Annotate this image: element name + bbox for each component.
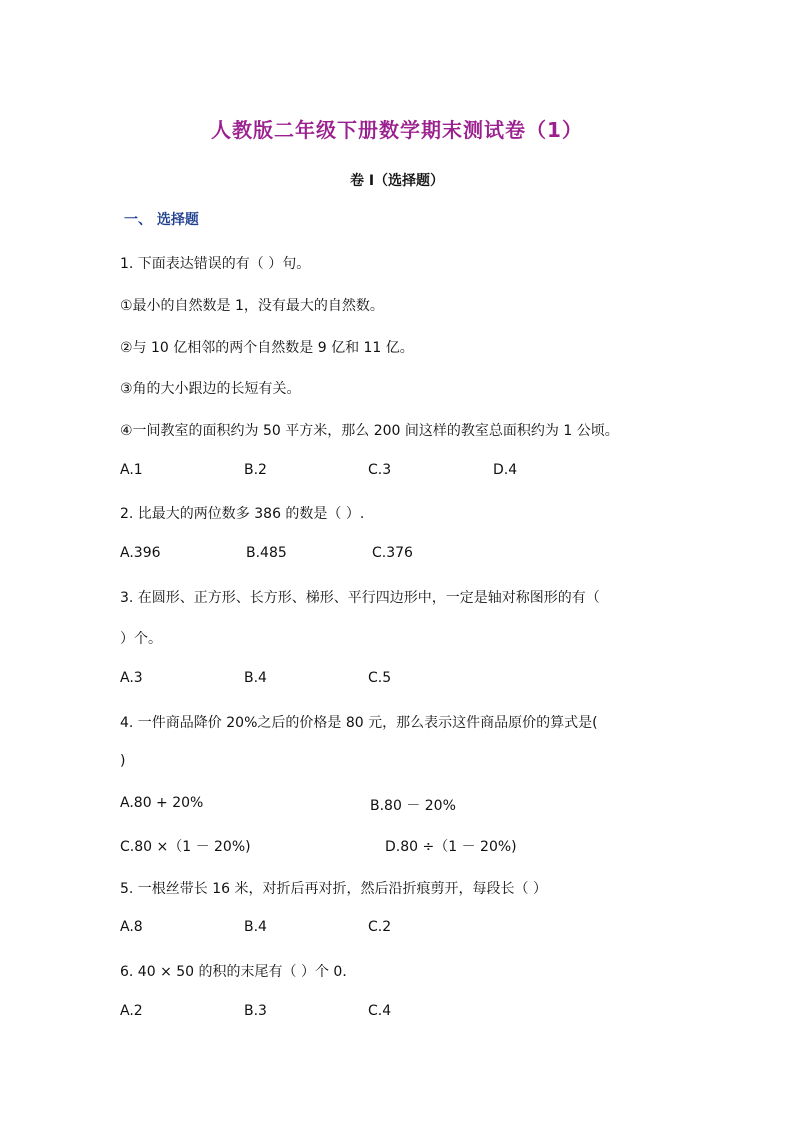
question-1-stem: 1. 下面表达错误的有（ ）句。: [120, 256, 311, 272]
question-2-option-a: A.396: [120, 545, 161, 561]
question-1-statement-2: ②与 10 亿相邻的两个自然数是 9 亿和 11 亿。: [120, 340, 414, 356]
document-title: 人教版二年级下册数学期末测试卷（1）: [211, 118, 583, 142]
question-1-option-d: D.4: [493, 462, 518, 478]
question-2-stem: 2. 比最大的两位数多 386 的数是（ ）.: [120, 506, 365, 522]
question-3-option-c: C.5: [368, 670, 392, 686]
question-2-option-c: C.376: [372, 545, 413, 561]
question-5-option-b: B.4: [244, 919, 267, 935]
section-heading: 一、 选择题: [124, 212, 199, 228]
question-1-option-a: A.1: [120, 462, 143, 478]
question-5-stem: 5. 一根丝带长 16 米，对折后再对折，然后沿折痕剪开，每段长（ ）: [120, 881, 547, 897]
question-3-stem-line-2: ）个。: [120, 631, 162, 647]
question-3-option-a: A.3: [120, 670, 143, 686]
question-4-option-d: D.80 ÷（1 － 20%): [385, 839, 517, 855]
question-1-statement-3: ③角的大小跟边的长短有关。: [120, 381, 301, 397]
question-1-option-b: B.2: [244, 462, 267, 478]
question-4-option-c: C.80 ×（1 － 20%): [120, 839, 251, 855]
question-6-option-a: A.2: [120, 1003, 143, 1019]
question-5-option-a: A.8: [120, 919, 143, 935]
question-1-statement-4: ④一间教室的面积约为 50 平方米，那么 200 间这样的教室总面积约为 1 公顷。: [120, 423, 619, 439]
question-1-statement-1: ①最小的自然数是 1，没有最大的自然数。: [120, 298, 384, 314]
question-4-stem-line-2: ): [120, 753, 126, 769]
part-heading: 卷 I（选择题）: [349, 173, 445, 189]
question-2-option-b: B.485: [246, 545, 287, 561]
question-6-option-b: B.3: [244, 1003, 267, 1019]
question-1-option-c: C.3: [368, 462, 392, 478]
question-5-option-c: C.2: [368, 919, 392, 935]
question-4-stem-line-1: 4. 一件商品降价 20%之后的价格是 80 元，那么表示这件商品原价的算式是(: [120, 715, 598, 731]
question-3-option-b: B.4: [244, 670, 267, 686]
question-4-option-b: B.80 － 20%: [370, 798, 456, 814]
question-4-option-a: A.80 + 20%: [120, 795, 204, 811]
question-6-option-c: C.4: [368, 1003, 392, 1019]
question-3-stem-line-1: 3. 在圆形、正方形、长方形、梯形、平行四边形中，一定是轴对称图形的有（: [120, 590, 600, 606]
question-6-stem: 6. 40 × 50 的积的末尾有（ ）个 0．: [120, 964, 357, 980]
